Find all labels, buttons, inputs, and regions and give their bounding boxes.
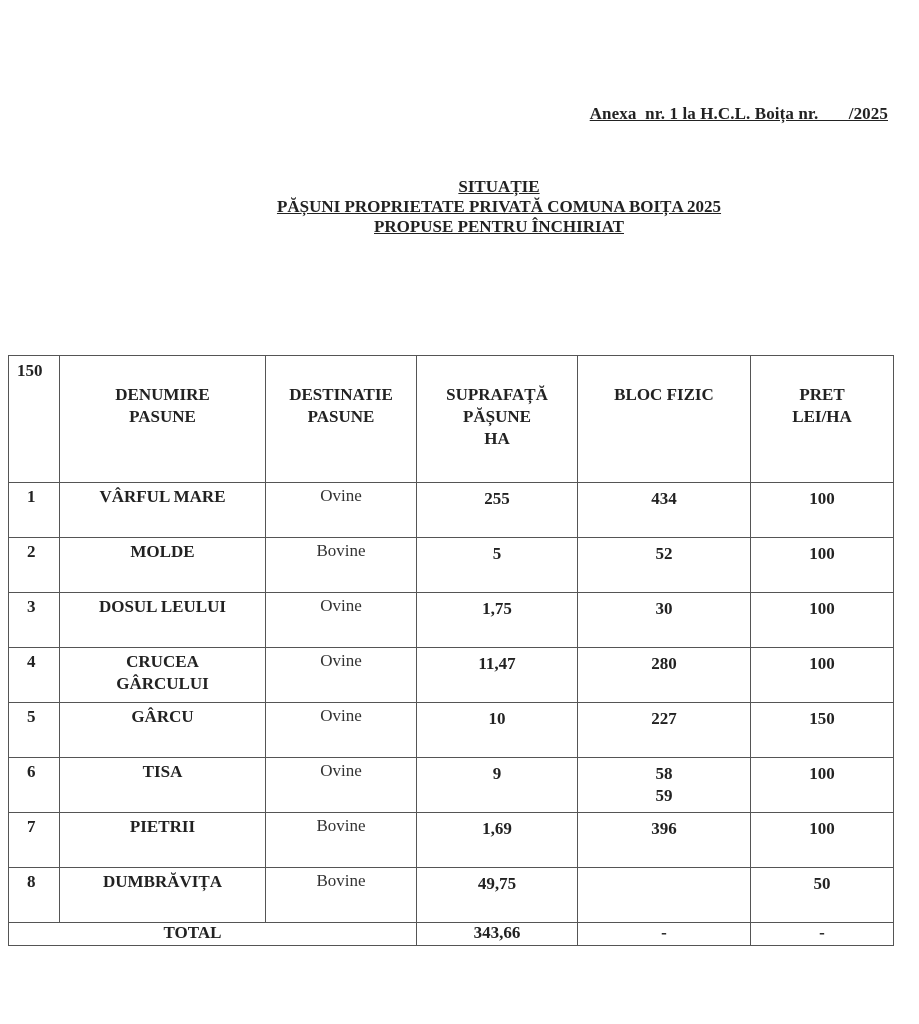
row-number: 8 bbox=[9, 868, 60, 923]
pasture-name bbox=[60, 483, 266, 538]
pasture-name-line: DOSUL LEULUI bbox=[98, 597, 227, 616]
pasture-destination: Ovine bbox=[266, 758, 417, 813]
pasture-price: 100 bbox=[751, 593, 894, 648]
header-price-line: LEI/HA bbox=[792, 407, 852, 426]
pasture-bloc bbox=[578, 483, 751, 538]
table-row bbox=[9, 703, 894, 758]
header-bloc bbox=[578, 356, 751, 483]
header-price bbox=[751, 356, 894, 483]
header-area-line: SUPRAFAȚĂ bbox=[446, 385, 548, 404]
pasture-price: 100 bbox=[751, 813, 894, 868]
pasture-name bbox=[60, 703, 266, 758]
annex-reference: Anexa nr. 1 la H.C.L. Boița nr. /2025 bbox=[589, 104, 888, 123]
header-area bbox=[417, 356, 578, 483]
pastures-table bbox=[8, 355, 894, 946]
pasture-price: 100 bbox=[751, 538, 894, 593]
row-number: 3 bbox=[9, 593, 60, 648]
bloc-line: 52 bbox=[655, 544, 673, 563]
header-destination-line: PASUNE bbox=[307, 407, 375, 426]
pasture-bloc bbox=[578, 648, 751, 703]
pasture-name bbox=[60, 813, 266, 868]
pasture-price: 100 bbox=[751, 758, 894, 813]
pasture-area: 1,75 bbox=[417, 593, 578, 648]
header-price-line: PRET bbox=[799, 385, 845, 404]
title-line-3: PROPUSE PENTRU ÎNCHIRIAT bbox=[374, 217, 624, 236]
pasture-area: 5 bbox=[417, 538, 578, 593]
row-number: 7 bbox=[9, 813, 60, 868]
pasture-name-line: PIETRII bbox=[129, 817, 196, 836]
header-name bbox=[60, 356, 266, 483]
row-number: 2 bbox=[9, 538, 60, 593]
pasture-name-line: CRUCEA bbox=[126, 652, 199, 671]
table-row bbox=[9, 538, 894, 593]
pasture-area: 11,47 bbox=[417, 648, 578, 703]
bloc-line: 227 bbox=[651, 709, 677, 728]
table-row bbox=[9, 593, 894, 648]
row-number: 6 bbox=[9, 758, 60, 813]
bloc-line: 30 bbox=[655, 599, 673, 618]
pasture-name-line: GÂRCU bbox=[131, 707, 194, 726]
pasture-bloc bbox=[578, 868, 751, 923]
pasture-price: 100 bbox=[751, 483, 894, 538]
pasture-destination: Ovine bbox=[266, 483, 417, 538]
total-price: - bbox=[751, 923, 894, 946]
total-label: TOTAL bbox=[9, 923, 417, 946]
pasture-name-line: GÂRCULUI bbox=[116, 674, 209, 693]
pasture-bloc bbox=[578, 813, 751, 868]
pasture-area: 49,75 bbox=[417, 868, 578, 923]
pasture-price: 150 bbox=[751, 703, 894, 758]
table-total-row bbox=[9, 923, 894, 946]
pasture-bloc bbox=[578, 538, 751, 593]
header-name-line: DENUMIRE bbox=[115, 385, 210, 404]
pasture-destination: Bovine bbox=[266, 868, 417, 923]
title-line-1: SITUAȚIE bbox=[458, 177, 540, 196]
pasture-name bbox=[60, 868, 266, 923]
pasture-destination: Bovine bbox=[266, 538, 417, 593]
pasture-price: 50 bbox=[751, 868, 894, 923]
pasture-destination: Ovine bbox=[266, 593, 417, 648]
total-area: 343,66 bbox=[417, 923, 578, 946]
bloc-line: 59 bbox=[655, 786, 673, 805]
pasture-bloc bbox=[578, 703, 751, 758]
pasture-destination: Ovine bbox=[266, 703, 417, 758]
total-bloc: - bbox=[578, 923, 751, 946]
pasture-name bbox=[60, 538, 266, 593]
pasture-area: 1,69 bbox=[417, 813, 578, 868]
pasture-destination: Bovine bbox=[266, 813, 417, 868]
title-line-2: PĂȘUNI PROPRIETATE PRIVATĂ COMUNA BOIȚA 2025 bbox=[276, 197, 722, 216]
row-number: 4 bbox=[9, 648, 60, 703]
pasture-bloc bbox=[578, 758, 751, 813]
pasture-name bbox=[60, 758, 266, 813]
header-destination bbox=[266, 356, 417, 483]
bloc-line: 434 bbox=[651, 489, 677, 508]
pasture-price: 100 bbox=[751, 648, 894, 703]
pasture-bloc bbox=[578, 593, 751, 648]
bloc-line: 280 bbox=[651, 654, 677, 673]
header-destination-line: DESTINATIE bbox=[289, 385, 393, 404]
row-number: 5 bbox=[9, 703, 60, 758]
table-row bbox=[9, 868, 894, 923]
bloc-line: 396 bbox=[651, 819, 677, 838]
document-title bbox=[0, 177, 919, 237]
table-row bbox=[9, 813, 894, 868]
pasture-area: 255 bbox=[417, 483, 578, 538]
pasture-name-line: TISA bbox=[142, 762, 183, 781]
pasture-area: 10 bbox=[417, 703, 578, 758]
pasture-name-line: VÂRFUL MARE bbox=[99, 487, 226, 506]
bloc-line: 58 bbox=[655, 764, 673, 783]
header-area-line: HA bbox=[484, 429, 510, 448]
pasture-name-line: DUMBRĂVIȚA bbox=[103, 872, 222, 891]
header-area-line: PĂȘUNE bbox=[462, 407, 531, 426]
header-name-line: PASUNE bbox=[129, 407, 196, 426]
pasture-name-line: MOLDE bbox=[130, 542, 195, 561]
header-number: 150 bbox=[9, 356, 60, 483]
pasture-destination: Ovine bbox=[266, 648, 417, 703]
table-row bbox=[9, 648, 894, 703]
pasture-name bbox=[60, 593, 266, 648]
pasture-area: 9 bbox=[417, 758, 578, 813]
row-number: 1 bbox=[9, 483, 60, 538]
header-bloc-line: BLOC FIZIC bbox=[614, 385, 714, 404]
table-header-row bbox=[9, 356, 894, 483]
table-row bbox=[9, 758, 894, 813]
table-row bbox=[9, 483, 894, 538]
pasture-name bbox=[60, 648, 266, 703]
